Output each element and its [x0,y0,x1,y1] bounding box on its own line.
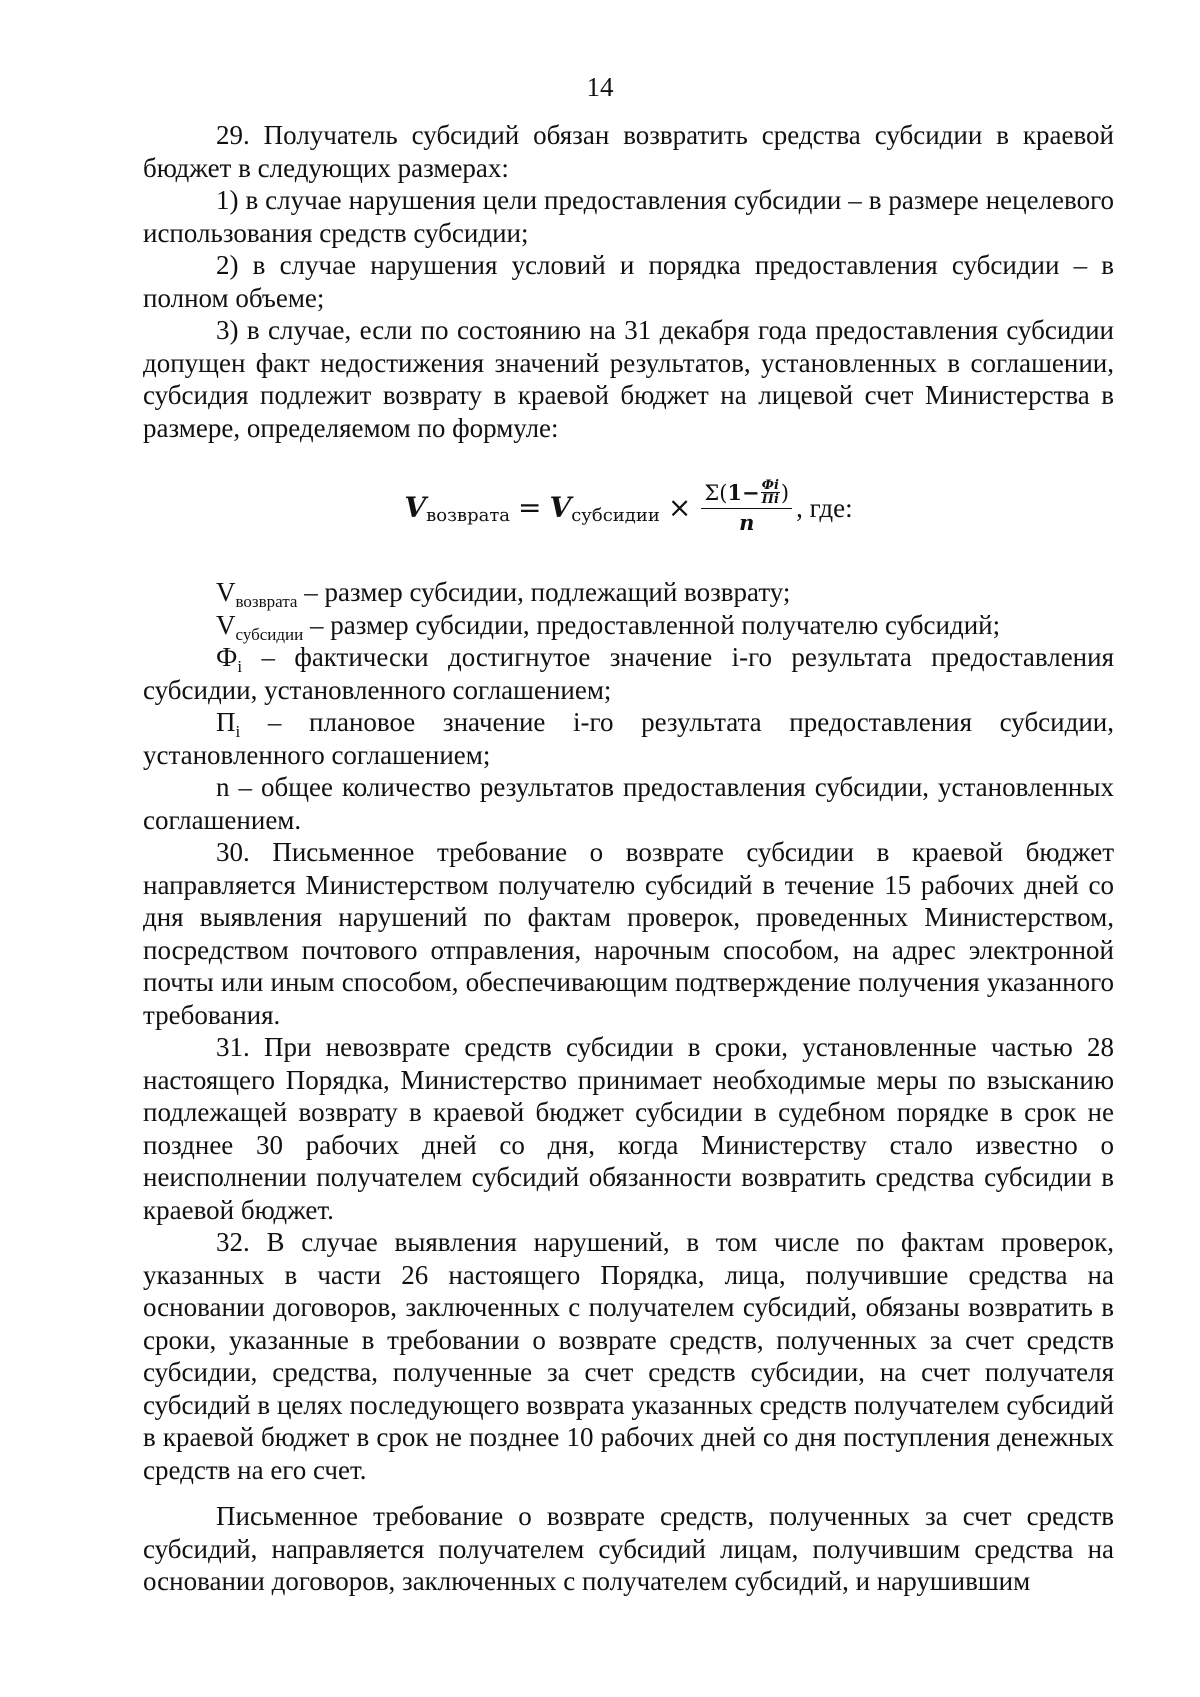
definition-subscript: i [237,657,243,676]
formula-where: , где: [796,492,853,523]
definition-p-i [143,706,1114,771]
definition-v-subsidy [143,609,1114,642]
formula-inner-numerator: Фi [761,478,779,493]
formula-one: 1 [727,479,743,505]
formula-rhs-symbol: V [549,490,572,524]
formula-inner-denominator: Пi [761,492,779,507]
paragraph-31: 31. При невозврате средств субсидии в сроки, установленные частью 28 настоящего Порядка, Министерство принимает необходимые меры по взысканию подлежащей возврату в краевой бюджет субсидии в судебном порядке в срок не позднее 30 рабочих дней со дня, когда Министерству стало известно о неисполнении получателем субсидий обязанности возвратить средства субсидии в краевой бюджет. [143,1032,1114,1225]
definition-symbol: П [216,707,236,737]
formula [143,466,1114,550]
definition-subscript: i [235,722,241,741]
formula-inner-fraction [761,479,780,506]
paragraph-29-item-3: 3) в случае, если по состоянию на 31 декабря года предоставления субсидии допущен факт недостижения значений результатов, установленных в соглашении, субсидия подлежит возврату в краевой бюджет на лицевой счет Министерства в размере, определяемом по формуле: [143,315,1114,443]
paragraph-30: 30. Письменное требование о возврате субсидии в краевой бюджет направляется Министерством получателю субсидий в течение 15 рабочих дней со дня выявления нарушений по фактам проверок, проведенных Министерством, посредством почтового отправления, нарочным способом, на адрес электронной почты или иным способом, обеспечивающим подтверждение получения указанного требования. [143,837,1114,1030]
paragraph-29-item-1: 1) в случае нарушения цели предоставления субсидии – в размере нецелевого использования средств субсидии; [143,185,1114,248]
definition-text: – общее количество результатов предоставления субсидии, установленных соглашением. [143,772,1114,835]
formula-equals: = [518,490,542,524]
formula-sum-open: Σ( [704,480,728,505]
definition-symbol: V [216,609,236,640]
formula-denominator: n [739,510,755,535]
formula-sum-close: ) [780,480,790,505]
formula-minus: − [742,479,760,505]
definition-n [143,771,1114,836]
definition-symbol: V [216,577,236,607]
formula-times: × [667,490,692,524]
definition-subscript: субсидии [235,624,304,644]
formula-numerator [701,479,792,509]
formula-fraction [701,479,792,537]
paragraph-written-demand: Письменное требование о возврате средств, полученных за счет средств субсидий, направляется получателем субсидий лицам, получившим средства на основании договоров, заключенных с получателем субсидий, и нарушившим [143,1501,1114,1596]
paragraph-32: 32. В случае выявления нарушений, в том числе по фактам проверок, указанных в части 26 настоящего Порядка, лица, получившие средства на основании договоров, заключенных с получателем субсидий, обязаны возвратить в сроки, указанные в требовании о возврате средств, полученных за счет средств субсидии, средства, полученные за счет средств субсидии, на счет получателя субсидий в целях последующего возврата указанных средств получателем субсидий в краевой бюджет в срок не позднее 10 рабочих дней со дня поступления денежных средств на его счет. [143,1227,1114,1485]
definition-f-i [143,641,1114,706]
formula-lhs-subscript: возврата [426,504,511,526]
paragraph-29-item-2: 2) в случае нарушения условий и порядка предоставления субсидии – в полном объеме; [143,250,1114,313]
formula-rhs-subscript: субсидии [571,504,660,526]
document-body [143,119,1114,1598]
page-number: 14 [586,72,614,102]
definition-v-return [143,576,1114,609]
definition-text: – размер субсидии, предоставленной получателю субсидий; [303,609,1001,640]
definition-symbol: Ф [216,642,238,672]
paragraph-29: 29. Получатель субсидий обязан возвратить средства субсидии в краевой бюджет в следующих размерах: [143,120,1114,183]
definition-text: – фактически достигнутое значение i-го результата предоставления субсидии, установленного соглашением; [143,642,1114,705]
definition-symbol: n [216,772,230,802]
definition-subscript: возврата [235,592,298,611]
definition-text: – размер субсидии, подлежащий возврату; [297,577,791,607]
formula-lhs-symbol: V [404,490,427,524]
definition-text: – плановое значение i-го результата предоставления субсидии, установленного соглашением; [143,707,1114,770]
formula-block [143,466,1114,550]
